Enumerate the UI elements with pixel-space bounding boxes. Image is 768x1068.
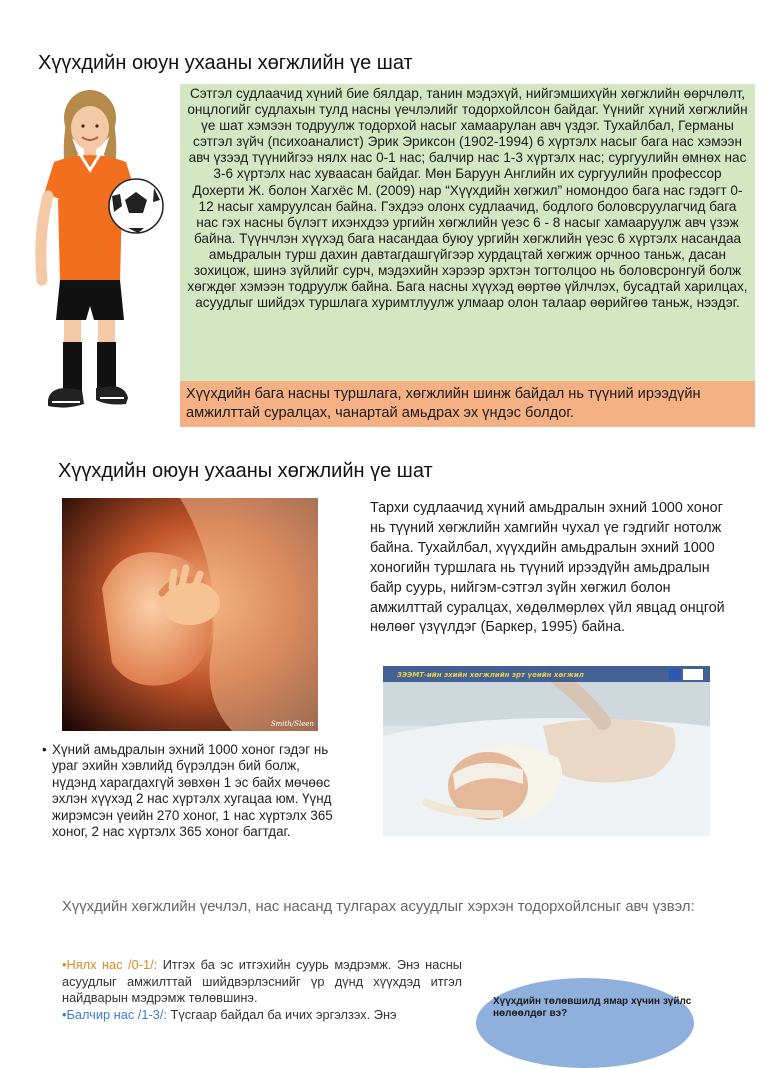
highlight-textbox <box>180 381 755 427</box>
first-1000-days-text: Хүний амьдралын эхний 1000 хоног гэдэг нь ураг эхийн хэвлийд бүрэлдэн бий болж, нүдэнд харагдахгүй зөвхөн 1 эс байх мөчөөс эхлэн хүүхэд 2 нас хүртэлх хугацаа юм. Үүнд жирэмсэн үеийн 270 хоног, 1 нас хүртэлх 365 хоног, 2 нас хүртэлх 365 хоног багтдаг. <box>52 742 333 840</box>
stage-toddler-label: •Балчир нас /1-3/: <box>62 1007 167 1022</box>
newborn-baby-photo <box>383 666 710 836</box>
development-stages-intro: Хүүхдийн хөгжлийн үечлэл, нас насанд тулгарах асуудлыг хэрхэн тодорхойлсныг авч үзвэл: <box>62 899 695 915</box>
stage-infancy-text: Итгэх ба эс итгэхийн суурь мэдрэмж. Энэ насны асуудлыг амжилттай шийдвэрлэснийг үр дүнд хүүхдэд итгэл найдварын мэдрэмж төлөвшинэ. <box>62 957 462 1005</box>
brain-research-paragraph: Тархи судлаачид хүний амьдралын эхний 1000 хоног нь түүний хөгжлийн хамгийн чухал үе гэдгийг нотолж байна. Тухайлбал, хүүхдийн амьдралын эхний 1000 хоногийн туршлага нь түүний ирээдүйн амьдралын байр суурь, нийгэм-сэтгэл зүйн хөгжил болон амжилттай суралцах, хөдөлмөрлөх үйл явцад онцгой нөлөөг үзүүлдэг (Баркер, 1995) байна. <box>370 500 725 636</box>
highlight-text: Хүүхдийн бага насны туршлага, хөгжлийн шинж байдал нь түүний ирээдүйн амжилттай суралцах, чанартай амьдрах эх үндэс болдог. <box>186 386 701 421</box>
slide2-title: Хүүхдийн оюун ухааны хөгжлийн үе шат <box>58 460 433 482</box>
stage-toddler-text: Түсгаар байдал ба ичих эргэлзэх. Энэ <box>166 1007 397 1022</box>
slide1-title: Хүүхдийн оюун ухааны хөгжлийн үе шат <box>38 52 413 74</box>
question-bubble-text: Хүүхдийн төлөвшилд ямар хүчин зүйлс нөлөөлдөг вэ? <box>493 996 692 1019</box>
video-caption: ЗЭЭМТ-ийн эхийн хөгжлийн эрт үеийн хөгжил <box>397 671 584 679</box>
question-bubble <box>476 978 694 1068</box>
bullet-dot: • <box>42 742 47 757</box>
first-1000-days-bullet <box>42 742 347 840</box>
erikson-stages-textbox <box>180 84 755 381</box>
stage-toddler-item <box>62 1007 462 1024</box>
stage-infancy-item <box>62 957 462 1007</box>
erikson-stages-text: Сэтгэл судлаачид хүний бие бялдар, танин мэдэхүй, нийгэмшихүйн хөгжлийн өөрчлөлт, онцлогийг судлахын тулд насны үечлэлийг тодорхойлсон байдаг. Үүнийг хүний хөгжлийн үе шат хэмээн тодруулж тодорхой насыг хамаарулан авч үздэг. Тухайлбал, Германы сэтгэл зүйч (психоаналист) Эрик Эриксон (1902-1994) 6 хүртэлх насыг бага нас хэмээн авч үзээд түүнийгээ нялх нас 0-1 нас; балчир нас 1-3 хүртэлх нас; сургуулийн өмнөх нас 3-6 хүртэлх нас хуваасан байдаг. Мөн Баруун Английн их сургуулийн профессор Дохерти Ж. болон Хагхёс М. (2009) нар “Хүүхдийн хөгжил” номондоо бага нас гэдэгт 0-12 насыг хамруулсан байна. Гэхдээ олонх судлаачид, бодлого боловсруулагчид бага нас гэх насны бүлэгт ихэнхдээ ургийн хөгжлийн үеэс 6 - 8 насыг хамааруулж авч үзэж байна. Түүнчлэн хүүхэд бага насандаа буюу ургийн хөгжлийн үеэс 6 хүртэлх насандаа амьдралын турш дахин давтагдашгүйгээр хурдацтай хөгжиж орчноо таньж, дасан зохицож, шинэ зүйлийг сурч, мэдэхийн хэрээр эрхтэн тогтолцоо нь боловсронгуй болж хөгждөг хэмээн тодруулж байна. Бага насны хүүхэд өөртөө үйлчлэх, бусадтай харилцах, асуудлыг шийдэх туршлага хуримтлуулж улмаар олон талаар өөрийгөө таньж, нээдэг. <box>187 86 748 311</box>
stage-infancy-label: •Нялх нас /0-1/: <box>62 957 158 972</box>
girl-with-soccer-ball-photo <box>8 84 180 428</box>
fetus-in-womb-photo <box>62 498 318 731</box>
photo-signature: Smith/Sleen <box>270 720 314 728</box>
